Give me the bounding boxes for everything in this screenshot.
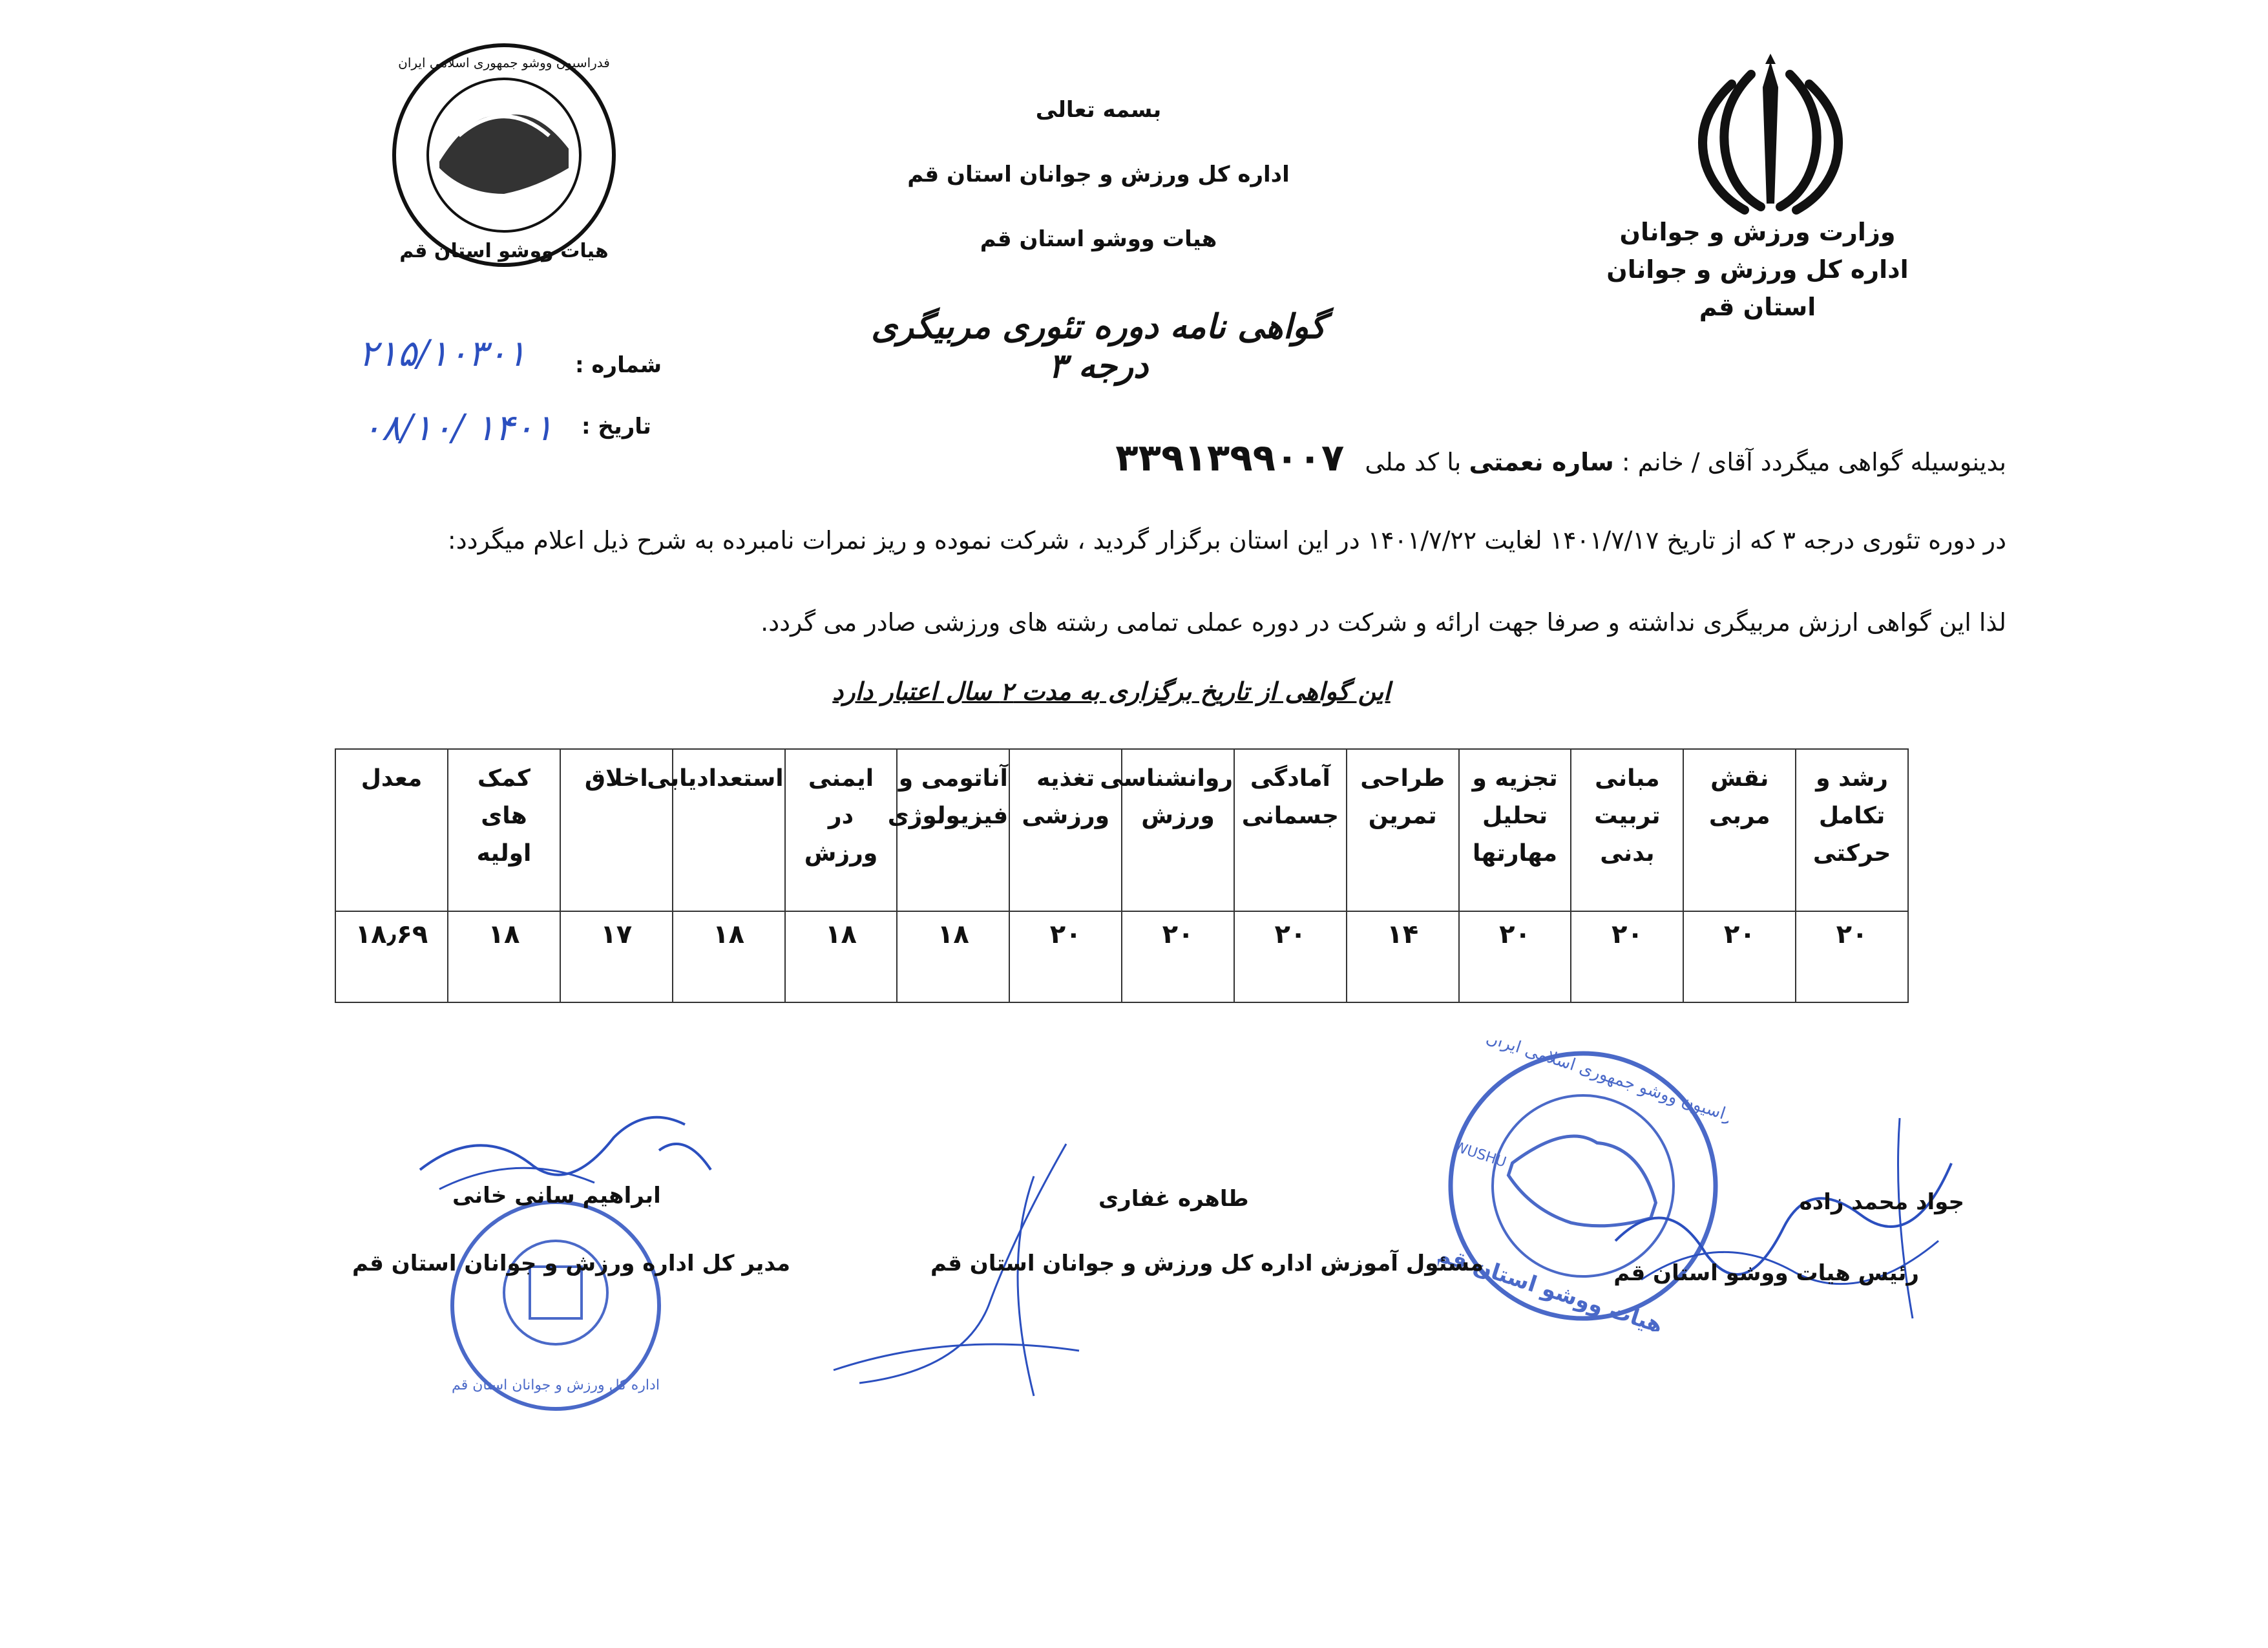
invocation-text: بسمه تعالی (1035, 97, 1162, 123)
grade-value-11: ۱۷ (560, 911, 673, 1002)
grade-header-line: روانشناسی (1100, 765, 1233, 792)
iran-emblem-icon (1654, 48, 1887, 223)
number-label: شماره : (575, 352, 662, 378)
grade-header-12 (448, 749, 560, 911)
signer-middle-name: طاهره غفاری (1098, 1186, 1249, 1212)
grade-header-1 (1683, 749, 1796, 911)
signer-left-role: مدیر کل اداره ورزش و جوانان استان قم (352, 1251, 791, 1276)
grade-header-line: کمک (477, 765, 530, 792)
wushu-federation-seal-icon (388, 39, 620, 271)
seal-bottom-text: هیات ووشو استان قم (399, 240, 609, 262)
national-id-value: ۳۳۹۱۳۹۹۰۰۷ (1115, 436, 1345, 480)
sports-office-stamp-icon (446, 1196, 666, 1415)
grade-header-line: های (481, 803, 527, 829)
grade-header-5 (1234, 749, 1347, 911)
person-name: ساره نعمتی (1469, 448, 1614, 476)
date-label: تاریخ : (582, 414, 651, 439)
certificate-line-1 (262, 436, 2006, 480)
stamp-bottom-text: هیات ووشو استان قم (1438, 1241, 1666, 1331)
grade-header-line: ورزشی (1022, 803, 1109, 829)
grade-header-line: استعدادیابی (647, 765, 784, 792)
date-value: ۱۴۰۱ /۰۸/۱۰ (362, 407, 554, 449)
grade-value-6: ۲۰ (1122, 911, 1234, 1002)
grade-header-line: تحلیل (1482, 803, 1548, 829)
certificate-title: گواهی نامه دوره تئوری مربیگری درجه ۳ (871, 307, 1326, 386)
grade-header-line: طراحی (1360, 765, 1445, 792)
grade-header-line: رشد و (1816, 765, 1888, 792)
grade-value-7: ۲۰ (1009, 911, 1122, 1002)
grade-header-line: آناتومی و (898, 765, 1008, 792)
grade-header-line: جسمانی (1241, 803, 1339, 829)
grade-value-12: ۱۸ (448, 911, 560, 1002)
grade-header-line: مبانی (1595, 765, 1660, 792)
grade-header-line: ورزش (1141, 803, 1215, 829)
certificate-line-2: در دوره تئوری درجه ۳ که از تاریخ ۱۴۰۱/۷/۱۷ لغایت ۱۴۰۱/۷/۲۲ در این استان برگزار گردید ، شرکت نموده و ریز نمرات نامبرده به شرح ذیل اعلام میگردد: (447, 526, 2006, 555)
ministry-letterhead (1583, 213, 1932, 326)
department-name: اداره کل ورزش و جوانان استان قم (1606, 255, 1909, 321)
signer-left-name: ابراهیم سانی خانی (452, 1183, 661, 1209)
number-value: ۲۱۵/۱۰۳۰۱ (359, 333, 527, 375)
grade-value-8: ۱۸ (897, 911, 1009, 1002)
grade-header-line: تجزیه و (1472, 765, 1558, 792)
grade-value-9: ۱۸ (785, 911, 898, 1002)
grade-header-line: تکامل (1818, 803, 1885, 829)
grade-value-2: ۲۰ (1571, 911, 1683, 1002)
grade-header-line: مهارتها (1472, 840, 1558, 867)
line1-prefix: بدینوسیله گواهی میگردد آقای / خانم : (1621, 448, 2006, 476)
grades-header-row (335, 749, 1908, 911)
grade-header-line: تمرین (1368, 803, 1437, 829)
grade-header-4 (1347, 749, 1459, 911)
grade-header-10 (647, 749, 785, 911)
stamp-top-text: فدراسیون ووشو جمهوری اسلامی ایران (1484, 1041, 1728, 1132)
grade-value-4: ۱۴ (1347, 911, 1459, 1002)
grade-header-13 (335, 749, 448, 911)
grade-header-line: در (828, 803, 854, 829)
grade-header-3 (1459, 749, 1571, 911)
grade-header-line: اولیه (476, 840, 532, 867)
grade-header-line: نقش (1710, 765, 1769, 792)
grade-header-line: معدل (361, 765, 423, 792)
stamp-side-text: WUSHU (1451, 1138, 1509, 1171)
certificate-line-3: لذا این گواهی ارزش مربیگری نداشته و صرفا جهت ارائه و شرکت در دوره عملی تمامی رشته های ورزشی صادر می گردد. (761, 608, 2006, 637)
grade-header-line: تربیت (1594, 803, 1661, 829)
signer-right-name: جواد محمد زاده (1799, 1189, 1964, 1215)
national-id-label: با کد ملی (1365, 448, 1462, 476)
grade-value-10: ۱۸ (673, 911, 785, 1002)
grade-header-line: حرکتی (1812, 840, 1891, 867)
grade-header-line: بدنی (1600, 840, 1655, 867)
grade-value-3: ۲۰ (1459, 911, 1571, 1002)
grade-value-13: ۱۸٫۶۹ (335, 911, 448, 1002)
grade-header-line: مربی (1708, 803, 1770, 829)
ministry-name: وزارت ورزش و جوانان (1619, 218, 1896, 246)
grade-value-5: ۲۰ (1234, 911, 1347, 1002)
signer-right-role: رئیس هیات ووشو استان قم (1613, 1260, 1919, 1286)
grade-header-line: ایمنی (808, 765, 874, 792)
grade-header-9 (785, 749, 898, 911)
office-stamp-text: اداره کل ورزش و جوانان استان قم (452, 1377, 660, 1393)
grade-header-0 (1796, 749, 1908, 911)
seal-top-text: فدراسیون ووشو جمهوری اسلامی ایران (398, 55, 610, 70)
grade-header-6 (1100, 749, 1234, 911)
grade-header-line: ورزش (804, 840, 878, 867)
board-name: هیات ووشو استان قم (980, 226, 1217, 252)
signer-middle-role: مسئول آموزش اداره کل ورزش و جوانان استان قم (930, 1251, 1484, 1276)
grade-header-line: آمادگی (1250, 765, 1330, 792)
validity-note: این گواهی از تاریخ برگزاری به مدت ۲ سال اعتبار دارد (832, 677, 1391, 706)
grade-header-line: اخلاق (584, 765, 648, 792)
grade-header-8 (887, 749, 1009, 911)
grades-value-row (335, 911, 1908, 1002)
grade-header-line: فیزیولوژی (887, 803, 1009, 829)
office-name: اداره کل ورزش و جوانان استان قم (907, 162, 1290, 187)
grade-header-2 (1571, 749, 1683, 911)
document-header (872, 78, 1325, 271)
wushu-board-stamp-icon (1438, 1041, 1728, 1331)
grade-value-1: ۲۰ (1683, 911, 1796, 1002)
grade-header-line: تغذیه (1036, 765, 1095, 792)
grade-value-0: ۲۰ (1796, 911, 1908, 1002)
grades-table (335, 748, 1909, 1003)
